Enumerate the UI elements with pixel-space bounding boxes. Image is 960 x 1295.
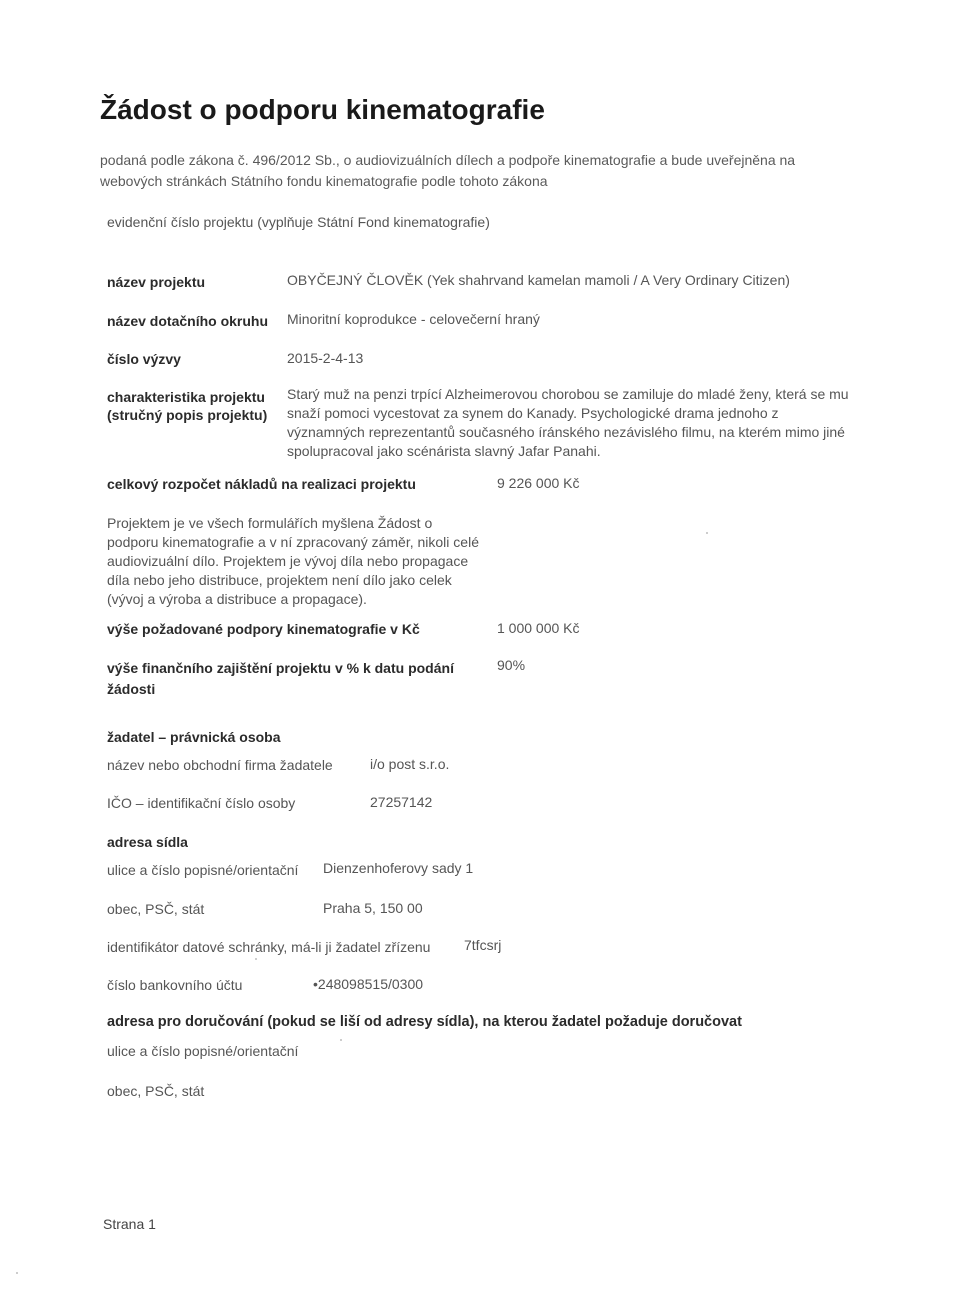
page-number: Strana 1 <box>103 1216 156 1232</box>
call-number-label: číslo výzvy <box>107 351 181 367</box>
evidence-number-note: evidenční číslo projektu (vyplňuje Státní Fond kinematografie) <box>107 214 490 230</box>
delivery-street-label: ulice a číslo popisné/orientační <box>107 1043 299 1059</box>
project-definition-note: Projektem je ve všech formulářích myšlena Žádost o podporu kinematografie a v ní zpracovaný záměr, nikoli celé audiovizuální dílo. Projektem je vývoj díla nebo propagace díla nebo jeho distribuce, projektem není dílo jako celek (vývoj a výroba a distribuce a propagace). <box>107 515 479 607</box>
characteristic-label: charakteristika projektu <box>107 389 265 405</box>
city-label: obec, PSČ, stát <box>107 901 205 917</box>
project-name-value: OBYČEJNÝ ČLOVĚK (Yek shahrvand kamelan mamoli / A Very Ordinary Citizen) <box>287 272 790 288</box>
scan-speck <box>340 1039 342 1041</box>
budget-value: 9 226 000 Kč <box>497 475 580 491</box>
scan-speck <box>16 1272 18 1274</box>
program-label: název dotačního okruhu <box>107 313 269 329</box>
project-name-label: název projektu <box>107 274 206 290</box>
scan-speck <box>255 958 257 960</box>
street-label: ulice a číslo popisné/orientační <box>107 862 299 878</box>
ico-label: IČO – identifikační číslo osoby <box>107 795 296 811</box>
call-number-value: 2015-2-4-13 <box>287 350 364 366</box>
characteristic-sublabel: (stručný popis projektu) <box>107 407 268 423</box>
company-label: název nebo obchodní firma žadatele <box>107 757 333 773</box>
delivery-city-label: obec, PSČ, stát <box>107 1083 205 1099</box>
bank-account-number: 248098515/0300 <box>317 976 424 992</box>
financing-label: výše finančního zajištění projektu v % k datu podání žádosti <box>107 660 454 697</box>
city-value: Praha 5, 150 00 <box>323 900 423 916</box>
databox-value: 7tfcsrj <box>464 937 502 953</box>
intro-text: podaná podle zákona č. 496/2012 Sb., o audiovizuálních dílech a podpoře kinematografie a bude uveřejněna na webových stránkách Státního fondu kinematografie podle tohoto zákona <box>100 152 796 189</box>
requested-support-value: 1 000 000 Kč <box>497 620 580 636</box>
characteristic-value: Starý muž na penzi trpící Alzheimerovou chorobou se zamiluje do mladé ženy, která se mu snaží pomoci vycestovat za synem do Kanady. Psychologické drama jednoho z významných reprezentantů současného íránského nezávislého filmu, na kterém mimo jiné spolupracoval jako scénárista slavný Jafar Panahi. <box>287 386 849 459</box>
page-title: Žádost o podporu kinematografie <box>100 94 545 125</box>
company-value: i/o post s.r.o. <box>370 756 450 772</box>
bank-account-label: číslo bankovního účtu <box>107 977 243 993</box>
street-value: Dienzenhoferovy sady 1 <box>323 860 474 876</box>
ico-value: 27257142 <box>370 794 433 810</box>
budget-label: celkový rozpočet nákladů na realizaci projektu <box>107 476 416 492</box>
financing-value: 90% <box>497 657 526 673</box>
applicant-section-title: žadatel – právnická osoba <box>107 729 281 745</box>
bank-account-value: •248098515/0300 <box>313 976 424 992</box>
scan-speck <box>706 532 708 534</box>
requested-support-label: výše požadované podpory kinematografie v Kč <box>107 621 420 637</box>
address-section-title: adresa sídla <box>107 834 188 850</box>
delivery-address-title: adresa pro doručování (pokud se liší od adresy sídla), na kterou žadatel požaduje doručovat <box>107 1014 742 1030</box>
program-value: Minoritní koprodukce - celovečerní hraný <box>287 311 540 327</box>
databox-label: identifikátor datové schránky, má-li ji žadatel zřízenu <box>107 939 431 955</box>
